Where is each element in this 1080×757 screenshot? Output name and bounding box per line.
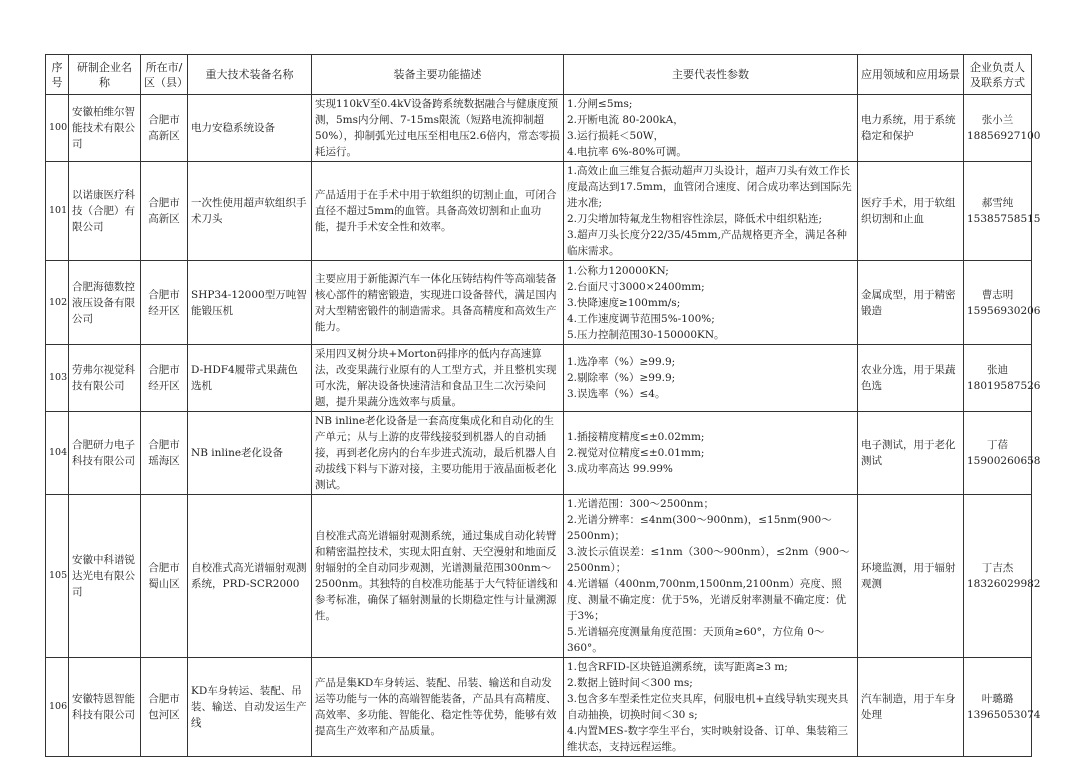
application-field: 汽车制造，用于车身处理: [858, 658, 964, 757]
company-name: 合肥海德数控液压设备有限公司: [69, 261, 141, 345]
contact-name: 丁吉杰: [981, 562, 1014, 574]
table-row: [46, 162, 1032, 261]
row-number: 103: [46, 345, 69, 412]
equipment-name: 电力安稳系统设备: [188, 95, 312, 162]
header-company: 研制企业名称: [69, 55, 141, 95]
contact: [964, 412, 1041, 495]
row-number: 105: [46, 495, 69, 658]
header-contact: 企业负责人及联系方式: [964, 55, 1032, 95]
contact-phone: 18019587526: [967, 380, 1041, 392]
equipment-name: 一次性使用超声软组织手术刀头: [188, 162, 312, 261]
table-row: [46, 495, 1032, 658]
application-field: 医疗手术，用于软组织切割和止血: [858, 162, 964, 261]
equipment-name: NB inline老化设备: [188, 412, 312, 495]
contact-name: 叶璐璐: [981, 693, 1014, 705]
contact: [964, 162, 1041, 261]
contact-phone: 15900260658: [967, 455, 1041, 467]
contact: [964, 345, 1041, 412]
contact-name: 丁蓓: [987, 439, 1008, 451]
key-parameters: 1.高效止血三维复合振动超声刀头设计，超声刀头有效工作长度最高达到17.5mm，血管闭合速度、闭合成功率达到国际先进水准; 2.刀尖增加特氟龙生物相容性涂层，降低术中组织粘连; 3.超声刀头长度分22/35/45mm,产品规格更齐全，满足各种临床需求。: [564, 162, 858, 261]
equipment-table: [45, 54, 1041, 757]
row-number: 106: [46, 658, 69, 757]
table-row: [46, 95, 1032, 162]
company-name: 安徽中科谱锐达光电有限公司: [69, 495, 141, 658]
location: 合肥市高新区: [141, 95, 188, 162]
equipment-name: D-HDF4履带式果蔬色选机: [188, 345, 312, 412]
table-row: [46, 261, 1032, 345]
location: 合肥市包河区: [141, 658, 188, 757]
contact-phone: 15956930206: [967, 304, 1041, 317]
location: 合肥市经开区: [141, 345, 188, 412]
contact: [964, 658, 1041, 757]
contact-phone: 13965053074: [967, 709, 1041, 721]
company-name: 劳弗尔视觉科技有限公司: [69, 345, 141, 412]
application-field: 电子测试，用于老化测试: [858, 412, 964, 495]
function-description: 主要应用于新能源汽车一体化压铸结构件等高端装备核心部件的精密锻造，实现进口设备替代，满足国内对大型精密锻件的制造需求。具备高精度和高效生产能力。: [312, 261, 564, 345]
contact-name: 张小兰: [981, 114, 1014, 126]
table-row: [46, 658, 1032, 757]
row-number: 100: [46, 95, 69, 162]
function-description: 采用四叉树分块+Morton码排序的低内存高速算法，改变果蔬行业原有的人工型方式，并且整机实现可水洗，解决设备快速清洁和食品卫生二次污染问题，提升果蔬分选效率与质量。: [312, 345, 564, 412]
row-number: 104: [46, 412, 69, 495]
location: 合肥市蜀山区: [141, 495, 188, 658]
location: 合肥市经开区: [141, 261, 188, 345]
equipment-name: SHP34-12000型万吨智能锻压机: [188, 261, 312, 345]
contact-phone: 15385758515: [967, 213, 1041, 225]
contact-name: 曹志明: [981, 288, 1014, 301]
application-field: 环境监测，用于辐射观测: [858, 495, 964, 658]
row-number: 101: [46, 162, 69, 261]
contact: [964, 495, 1041, 658]
header-no: 序号: [46, 55, 69, 95]
header-description: 装备主要功能描述: [312, 55, 564, 95]
function-description: 自校准式高光谱辐射观测系统，通过集成自动化转臂和精密温控技术，实现太阳直射、天空漫射和地面反射辐射的全自动同步观测，光谱测量范围300nm～2500nm。其独特的自校准功能基于大气特征谱线和参考标准，确保了辐射测量的长期稳定性与计量溯源性。: [312, 495, 564, 658]
key-parameters: 1.公称力120000KN; 2.台面尺寸3000×2400mm; 3.快降速度≥100mm/s; 4.工作速度调节范围5%-100%; 5.压力控制范围30-150000KN。: [564, 261, 858, 345]
function-description: 产品是集KD车身转运、装配、吊装、输送和自动发运等功能与一体的高端智能装备，产品具有高精度、高效率、多功能、智能化、稳定性等优势，能够有效提高生产效率和产品质量。: [312, 658, 564, 757]
contact: [964, 261, 1041, 345]
contact: [964, 95, 1041, 162]
location: 合肥市高新区: [141, 162, 188, 261]
company-name: 安徽特恩智能科技有限公司: [69, 658, 141, 757]
contact-name: 郝雪纯: [981, 197, 1014, 209]
row-number: 102: [46, 261, 69, 345]
table-row: [46, 345, 1032, 412]
key-parameters: 1.分闸≤5ms; 2.开断电流 80-200kA， 3.运行损耗＜50W， 4.电抗率 6%-80%可调。: [564, 95, 858, 162]
function-description: 实现110kV至0.4kV设备跨系统数据融合与健康度预测，5ms内分闸、7-15ms限流（短路电流抑制超50%），抑制弧光过电压至相电压2.6倍内，常态零损耗运行。: [312, 95, 564, 162]
company-name: 以诺康医疗科技（合肥）有限公司: [69, 162, 141, 261]
equipment-name: 自校准式高光谱辐射观测系统，PRD-SCR2000: [188, 495, 312, 658]
location: 合肥市瑶海区: [141, 412, 188, 495]
company-name: 合肥研力电子科技有限公司: [69, 412, 141, 495]
company-name: 安徽柏维尔智能技术有限公司: [69, 95, 141, 162]
table-row: [46, 412, 1032, 495]
contact-phone: 18326029982: [967, 578, 1041, 590]
table-header-row: [46, 55, 1032, 95]
application-field: 电力系统，用于系统稳定和保护: [858, 95, 964, 162]
key-parameters: 1.插接精度精度≤±0.02mm; 2.视觉对位精度≤±0.01mm; 3.成功率高达 99.99%: [564, 412, 858, 495]
contact-phone: 18856927100: [967, 130, 1041, 142]
application-field: 金属成型，用于精密锻造: [858, 261, 964, 345]
header-application: 应用领域和应用场景: [858, 55, 964, 95]
header-location: 所在市/区（县）: [141, 55, 188, 95]
function-description: 产品适用于在手术中用于软组织的切割止血，可闭合直径不超过5mm的血管。具备高效切割和止血功能，提升手术安全性和效率。: [312, 162, 564, 261]
equipment-name: KD车身转运、装配、吊装、输送、自动发运生产线: [188, 658, 312, 757]
contact-name: 张迪: [987, 364, 1008, 376]
key-parameters: 1.包含RFID-区块链追溯系统，读写距离≥3 m; 2.数据上链时间＜300 ms; 3.包含多车型柔性定位夹具库，伺服电机+直线导轨实现夹具自动抽换，切换时间＜30 s; 4.内置MES-数字孪生平台，实时映射设备、订单、集装箱三维状态，支持远程运维。: [564, 658, 858, 757]
function-description: NB inline老化设备是一套高度集成化和自动化的生产单元；从与上游的皮带线接驳到机器人的自动插接，再到老化房内的台车步进式流动，最后机器人自动拔线下料与下游对接，主要功能用于液晶面板老化测试。: [312, 412, 564, 495]
application-field: 农业分选，用于果蔬色选: [858, 345, 964, 412]
header-equipment: 重大技术装备名称: [188, 55, 312, 95]
header-params: 主要代表性参数: [564, 55, 858, 95]
key-parameters: 1.选净率（%）≥99.9; 2.剔除率（%）≥99.9; 3.误选率（%）≤4。: [564, 345, 858, 412]
key-parameters: 1.光谱范围：300～2500nm； 2.光谱分辨率：≤4nm(300～900nm)，≤15nm(900～2500nm)； 3.波长示值误差：≤1nm（300～900nm），≤2nm（900～2500nm）； 4.光谱辐（400nm,700nm,1500nm,2100nm）亮度、照度、测量不确定度：优于5%，光谱反射率测量不确定度：优于3%； 5.光谱辐亮度测量角度范围：天顶角≥60°，方位角 0～360°。: [564, 495, 858, 658]
